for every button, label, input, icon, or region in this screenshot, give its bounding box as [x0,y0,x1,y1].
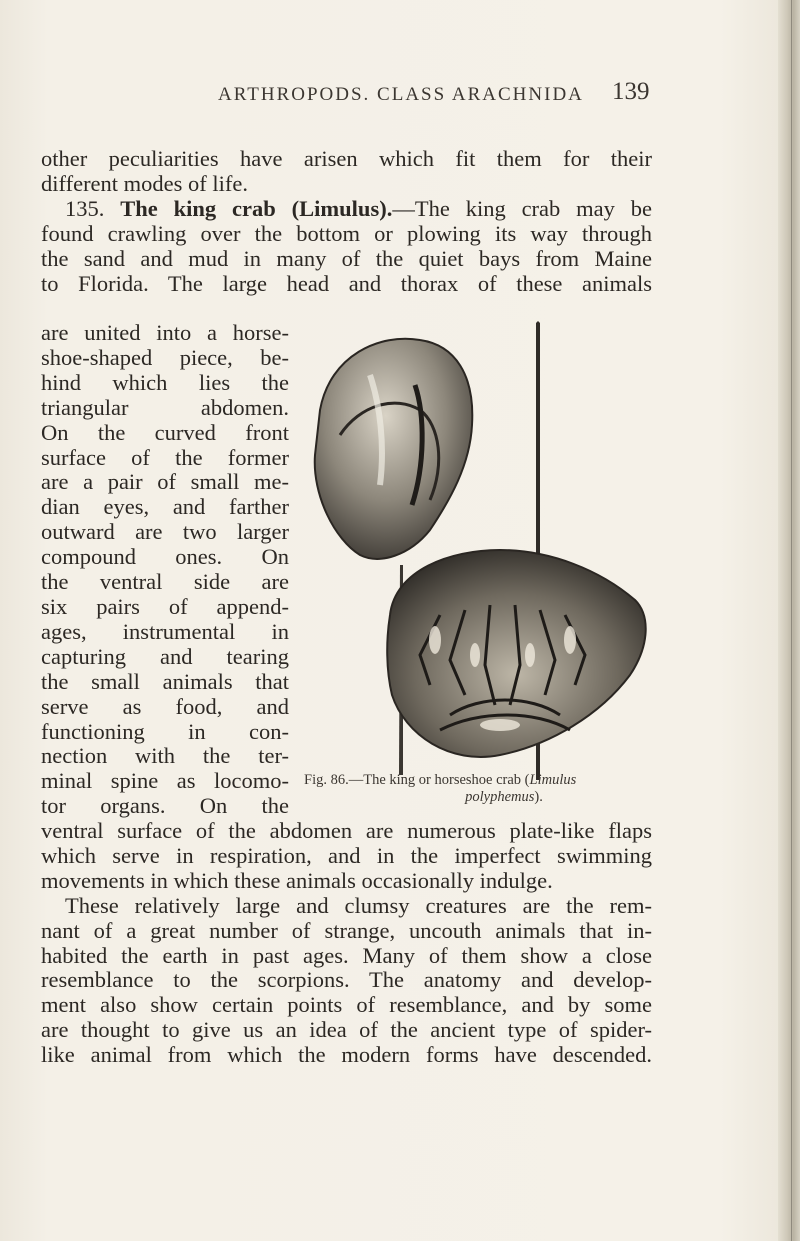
text-line: capturing and tearing [41,643,289,669]
caption-label: Fig. 86. [304,772,349,788]
page-number: 139 [612,78,650,105]
text-line: functioning in con- [41,718,289,744]
text-line: On the curved front [41,419,289,445]
text-line: to Florida. The large head and thorax of these animals [41,270,652,296]
section-number: 135. [65,195,105,221]
text-line: habited the earth in past ages. Many of them show a close [41,942,652,968]
text-line: tor organs. On the [41,793,289,819]
text-line: different modes of life. [41,170,249,196]
text-line: dian eyes, and farther [41,494,289,520]
carapace-upper [315,339,473,559]
caption-text: —The king or horseshoe crab ( [348,772,530,788]
text-line: resemblance to the scorpions. The anatomy and develop- [41,967,652,993]
text-line: other peculiarities have arisen which fit them for their [41,146,652,171]
text-line: minal spine as locomo- [41,768,289,794]
paragraph-continuation [41,147,652,296]
text-line: the small animals that [41,668,289,694]
text-line: ventral surface of the abdomen are numerous plate-like flaps [41,818,652,843]
wrapped-column [41,321,289,819]
text-line: serve as food, and [41,693,289,719]
section-135-first-line [41,197,652,222]
section-heading: The king crab (Limulus). [120,195,393,221]
text-line: nection with the ter- [41,743,289,769]
caption-species: polyphemus [465,789,535,805]
text-line: are a pair of small me- [41,469,289,495]
text-line: the ventral side are [41,569,289,595]
text-line: surface of the former [41,444,289,470]
text-line: nant of a great number of strange, uncouth animals that in- [41,917,652,943]
text-line: hind which lies the [41,369,289,395]
caption-genus: Limulus [529,772,577,788]
text-line: the sand and mud in many of the quiet bays from Maine [41,245,652,271]
text-line: movements in which these animals occasionally indulge. [41,867,553,893]
figure-caption [304,772,664,806]
text-line: are thought to give us an idea of the ancient type of spider- [41,1017,652,1043]
page-binding-edge [778,0,800,1241]
text-line: These relatively large and clumsy creatures are the rem- [65,892,652,918]
paragraph-remainder [41,819,652,1068]
text-line: like animal from which the modern forms have descended. [41,1042,652,1068]
text-line: which serve in respiration, and in the imperfect swimming [41,842,652,868]
horseshoe-crab-figure [300,315,660,785]
running-title: ARTHROPODS. CLASS ARACHNIDA [218,84,584,105]
text-line: shoe-shaped piece, be- [41,344,289,370]
text-line: ment also show certain points of resemblance, and by some [41,992,652,1018]
text-fragment: —The king crab may be [392,195,653,221]
text-line: triangular abdomen. [41,394,289,420]
text-line: found crawling over the bottom or plowing its way through [41,220,652,246]
text-line: six pairs of append- [41,593,289,619]
text-line: are united into a horse- [41,320,289,345]
caption-end: ). [534,789,543,805]
binding-line [791,0,792,1241]
text-line: outward are two larger [41,519,289,545]
text-line: ages, instrumental in [41,618,289,644]
text-line: compound ones. On [41,544,289,570]
